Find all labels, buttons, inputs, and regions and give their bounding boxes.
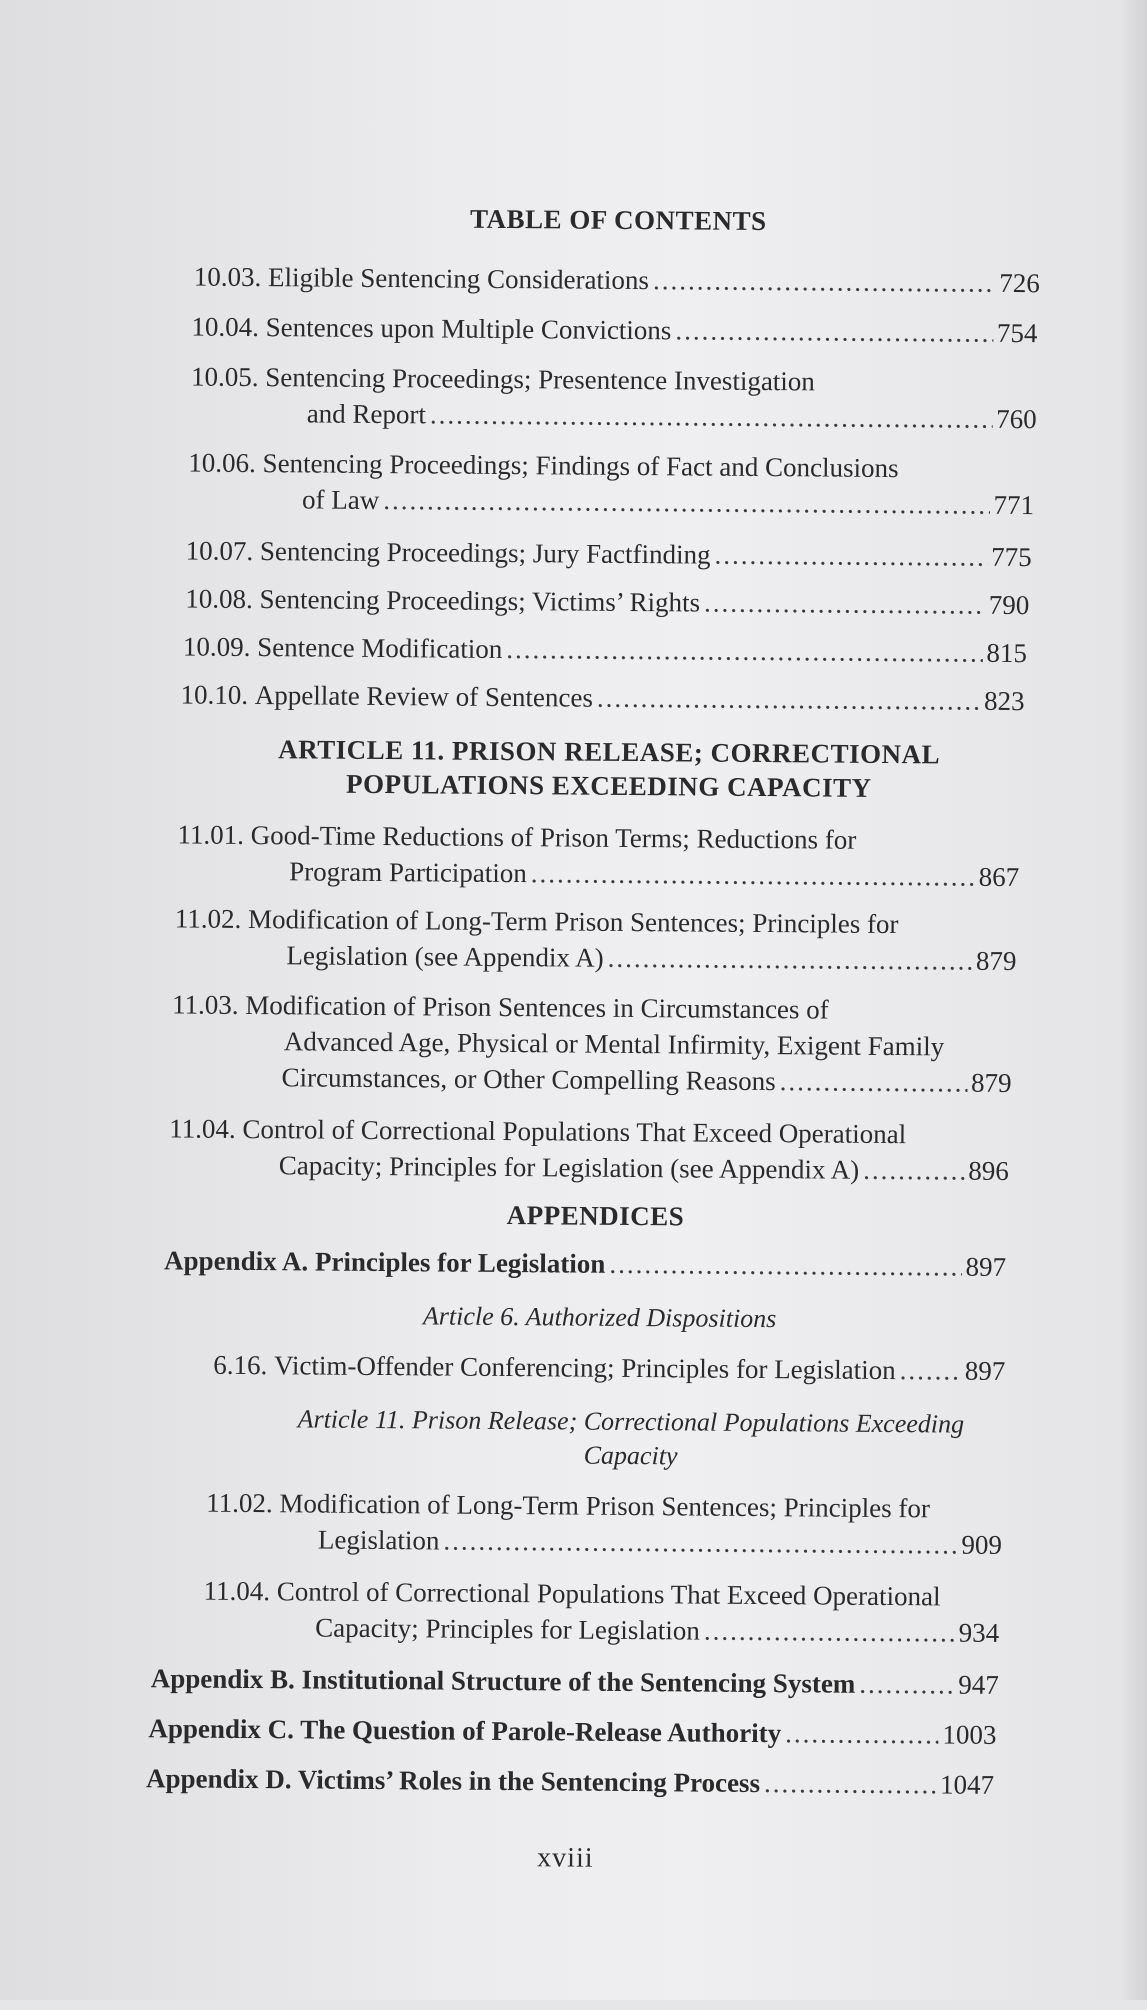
entry-title-cont: Capacity; Principles for Legislation (see Appendix A) bbox=[278, 1150, 860, 1185]
entry-page: 947 bbox=[958, 1669, 999, 1700]
entry-title-cont: Legislation bbox=[317, 1524, 440, 1556]
toc-entry[interactable] bbox=[186, 533, 1032, 574]
toc-entry-line[interactable]: 11.03. Modification of Prison Sentences in Circumstances of bbox=[171, 989, 829, 1025]
toc-entry[interactable] bbox=[286, 938, 1016, 978]
entry-page: 1003 bbox=[942, 1719, 997, 1750]
dot-leader bbox=[383, 483, 990, 522]
entry-page: 754 bbox=[996, 317, 1038, 349]
dot-leader bbox=[430, 397, 993, 435]
dot-leader bbox=[859, 1667, 954, 1702]
dot-leader bbox=[608, 941, 973, 978]
entry-number: 10.04. bbox=[191, 311, 260, 343]
toc-entry[interactable] bbox=[180, 677, 1024, 718]
dot-leader bbox=[900, 1353, 961, 1387]
entry-title-cont: Program Participation bbox=[289, 856, 527, 889]
toc-entry-line[interactable]: 11.01. Good-Time Reductions of Prison Terms; Reductions for bbox=[177, 819, 857, 855]
article-heading: ARTICLE 11. PRISON RELEASE; CORRECTIONAL bbox=[278, 734, 941, 770]
dot-leader bbox=[597, 681, 980, 718]
toc-entry-line[interactable]: Advanced Age, Physical or Mental Infirmity, Exigent Family bbox=[283, 1026, 945, 1062]
entry-page: 896 bbox=[968, 1155, 1009, 1186]
entry-title: Appendix D. Victims’ Roles in the Sentencing Process bbox=[145, 1763, 761, 1799]
dot-leader bbox=[764, 1766, 936, 1801]
entry-title-cont: Circumstances, or Other Compelling Reasons bbox=[281, 1062, 776, 1097]
entry-page: 790 bbox=[988, 589, 1030, 621]
entry-page: 909 bbox=[961, 1529, 1003, 1560]
entry-title: Appendix C. The Question of Parole-Release Authority bbox=[148, 1713, 782, 1749]
page-folio: xviii bbox=[537, 1842, 594, 1874]
toc-entry[interactable] bbox=[191, 310, 1037, 351]
toc-entry-line[interactable]: 11.04. Control of Correctional Populations That Exceed Operational bbox=[203, 1575, 941, 1612]
entry-number: 10.07. bbox=[185, 535, 254, 567]
entry-page: 897 bbox=[964, 1355, 1006, 1386]
entry-title: Appendix A. Principles for Legislation bbox=[163, 1245, 606, 1279]
dot-leader bbox=[704, 1614, 955, 1650]
page-title: TABLE OF CONTENTS bbox=[469, 203, 767, 237]
entry-title: Sentences upon Multiple Convictions bbox=[265, 312, 672, 346]
entry-number: 6.16. bbox=[213, 1349, 268, 1381]
entry-number: 10.08. bbox=[185, 583, 253, 615]
article-heading: POPULATIONS EXCEEDING CAPACITY bbox=[345, 768, 872, 803]
toc-entry[interactable] bbox=[213, 1348, 1005, 1388]
entry-title-cont: Legislation (see Appendix A) bbox=[286, 940, 604, 973]
appendices-heading: APPENDICES bbox=[506, 1200, 685, 1232]
entry-page: 867 bbox=[978, 861, 1020, 893]
dot-leader bbox=[785, 1716, 938, 1751]
toc-entry[interactable] bbox=[289, 854, 1019, 894]
appendix-d-entry[interactable] bbox=[146, 1761, 994, 1802]
entry-page: 760 bbox=[996, 403, 1037, 435]
dot-leader bbox=[863, 1153, 964, 1188]
dot-leader bbox=[780, 1064, 968, 1099]
entry-page: 823 bbox=[983, 685, 1025, 717]
toc-entry-line[interactable]: 10.06. Sentencing Proceedings; Findings of Fact and Conclusions bbox=[188, 447, 899, 484]
appendix-c-entry[interactable] bbox=[148, 1711, 996, 1752]
dot-leader bbox=[531, 856, 975, 893]
entry-title-cont: and Report bbox=[306, 398, 427, 430]
toc-entry-line[interactable]: 11.02. Modification of Long-Term Prison Sentences; Principles for bbox=[206, 1487, 931, 1524]
entry-title: Eligible Sentencing Considerations bbox=[267, 262, 650, 296]
entry-title: Sentencing Proceedings; Victims’ Rights bbox=[259, 584, 701, 618]
dot-leader bbox=[609, 1247, 961, 1284]
entry-page: 815 bbox=[986, 637, 1028, 669]
toc-entry-line[interactable]: 10.05. Sentencing Proceedings; Presentence Investigation bbox=[190, 361, 816, 397]
dot-leader bbox=[714, 538, 987, 574]
entry-page: 775 bbox=[991, 541, 1032, 573]
appendix-b-entry[interactable] bbox=[151, 1661, 999, 1702]
toc-entry[interactable] bbox=[279, 1148, 1009, 1188]
toc-entry-line[interactable]: 11.02. Modification of Long-Term Prison Sentences; Principles for bbox=[174, 903, 899, 940]
article-subheading: Article 6. Authorized Dispositions bbox=[422, 1301, 777, 1334]
entry-number: 10.10. bbox=[180, 679, 249, 710]
entry-page: 934 bbox=[958, 1617, 1000, 1648]
toc-entry[interactable] bbox=[185, 581, 1029, 622]
entry-title: Sentence Modification bbox=[257, 632, 503, 664]
entry-title: Sentencing Proceedings; Jury Factfinding bbox=[259, 536, 711, 570]
toc-entry[interactable] bbox=[307, 396, 1037, 436]
toc-entry[interactable] bbox=[183, 629, 1027, 670]
appendix-a-entry[interactable] bbox=[164, 1243, 1006, 1284]
article-subheading: Capacity bbox=[583, 1440, 678, 1471]
entry-page: 771 bbox=[993, 489, 1035, 521]
dot-leader bbox=[653, 263, 996, 300]
entry-number: 10.03. bbox=[193, 261, 262, 293]
toc-entry[interactable] bbox=[302, 482, 1034, 522]
toc-entry-line[interactable]: 11.04. Control of Correctional Populations That Exceed Operational bbox=[169, 1113, 907, 1150]
entry-page: 1047 bbox=[939, 1769, 995, 1800]
entry-page: 897 bbox=[965, 1251, 1007, 1282]
entry-page: 879 bbox=[975, 945, 1017, 977]
dot-leader bbox=[675, 313, 993, 349]
entry-title: Appellate Review of Sentences bbox=[254, 680, 594, 713]
entry-title-cont: Capacity; Principles for Legislation bbox=[315, 1612, 701, 1646]
dot-leader bbox=[704, 586, 985, 622]
entry-page: 879 bbox=[970, 1067, 1012, 1098]
entry-title-cont: of Law bbox=[301, 484, 380, 515]
article-subheading: Article 11. Prison Release; Correctional Populations Exceeding bbox=[297, 1404, 965, 1439]
toc-entry[interactable] bbox=[318, 1523, 1002, 1562]
entry-title: Appendix B. Institutional Structure of the Sentencing System bbox=[150, 1663, 856, 1699]
toc-entry[interactable] bbox=[194, 260, 1040, 301]
toc-entry[interactable] bbox=[315, 1611, 999, 1650]
dot-leader bbox=[443, 1524, 957, 1562]
toc-entry[interactable] bbox=[281, 1060, 1011, 1100]
entry-page: 726 bbox=[999, 267, 1040, 299]
entry-title: Victim-Offender Conferencing; Principles for Legislation bbox=[273, 1350, 896, 1386]
dot-leader bbox=[506, 632, 982, 670]
entry-number: 10.09. bbox=[182, 631, 251, 662]
